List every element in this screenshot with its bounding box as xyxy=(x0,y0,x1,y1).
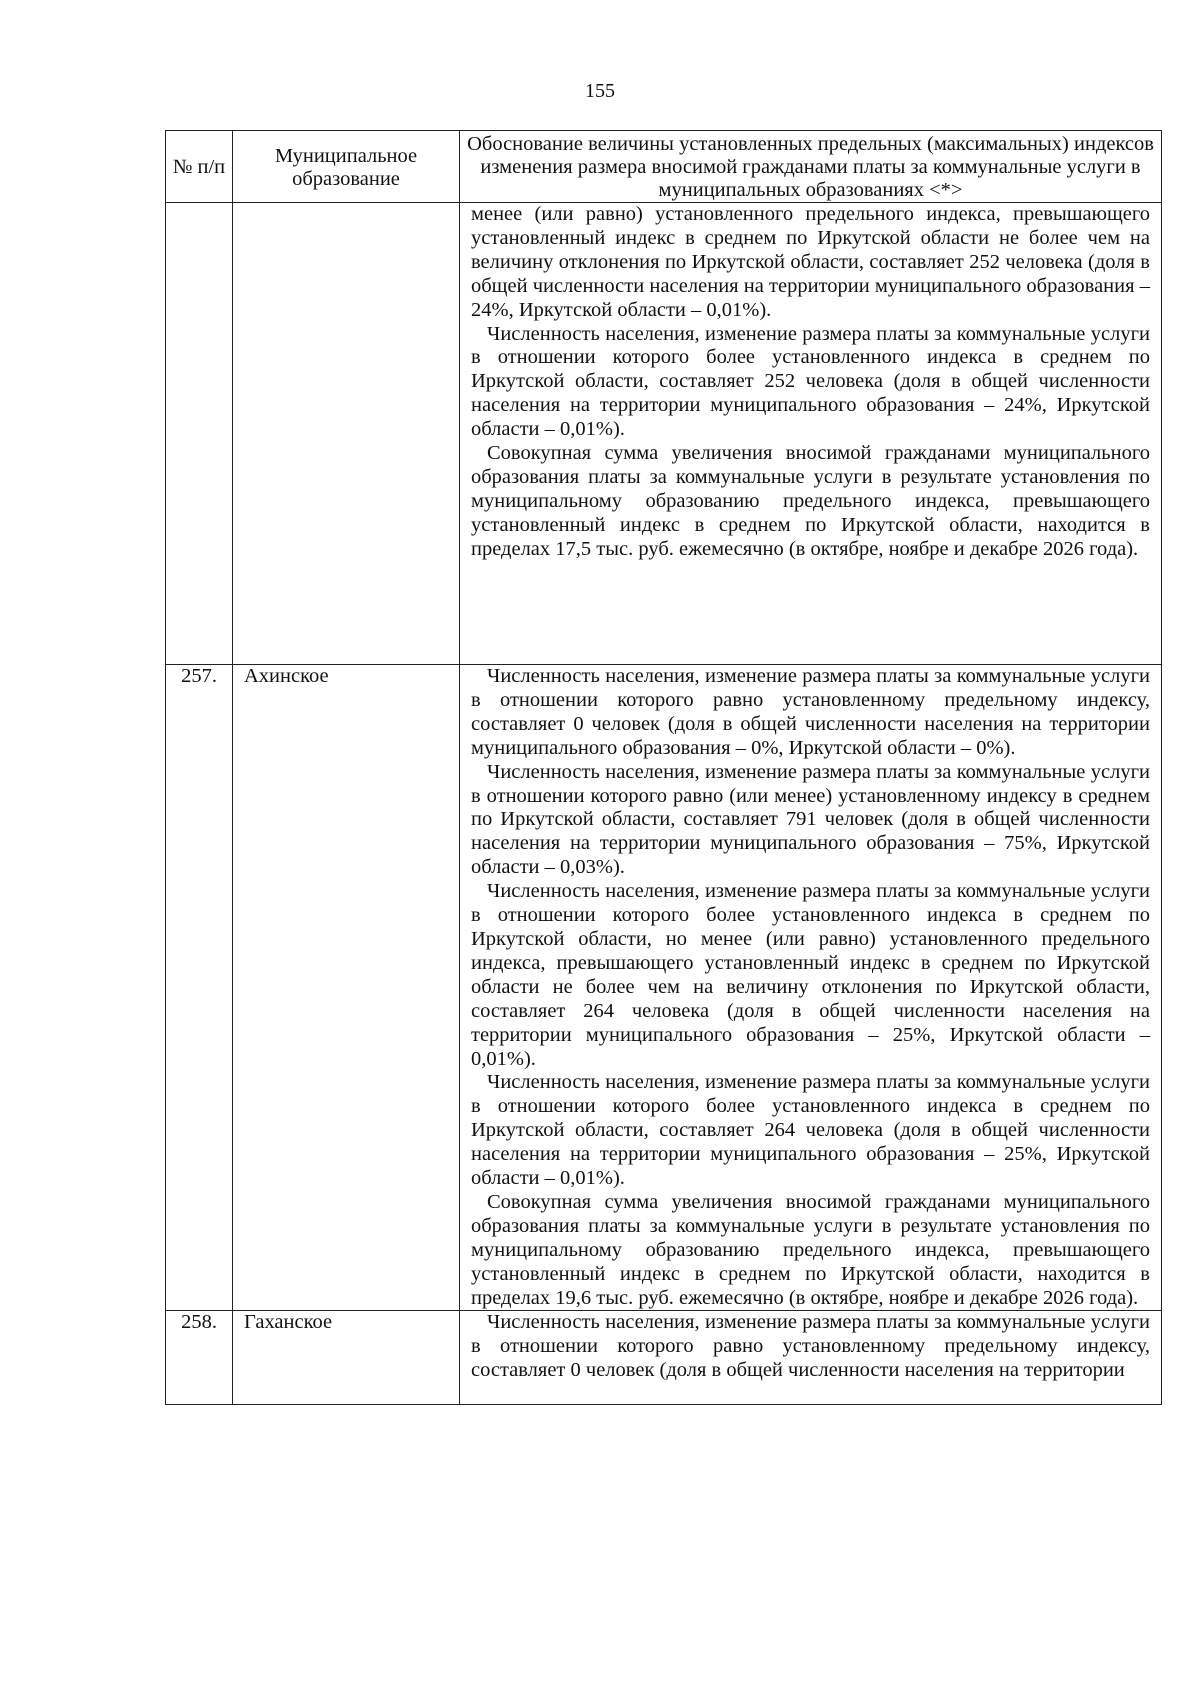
table-row-continuation xyxy=(166,203,1162,665)
justification-paragraph: Численность населения, изменение размера платы за коммунальные услуги в отношении которого более установленного индекса в среднем по Иркутской области, но менее (или равно) установленного предельного индекса, превышающего установленный индекс в среднем по Иркутской области не более чем на величину отклонения по Иркутской области, составляет 264 человека (доля в общей численности населения на территории муниципального образования – 25%, Иркутской области – 0,01%). xyxy=(471,880,1150,1070)
continuation-name-cell xyxy=(233,203,460,665)
header-justification: Обоснование величины установленных предельных (максимальных) индексов изменения размера вносимой гражданами платы за коммунальные услуги в муниципальных образованиях <*> xyxy=(460,131,1162,203)
table-row xyxy=(166,665,1162,1311)
continuation-justification-cell xyxy=(460,203,1162,665)
continuation-number-cell xyxy=(166,203,233,665)
justification-paragraph: Численность населения, изменение размера платы за коммунальные услуги в отношении которого равно установленному предельному индексу, составляет 0 человек (доля в общей численности населения на территории муниципального образования – 0%, Иркутской области – 0%). xyxy=(471,665,1150,759)
row-number: 257. xyxy=(166,665,233,1311)
justification-paragraph: Численность населения, изменение размера платы за коммунальные услуги в отношении которого равно установленному предельному индексу, составляет 0 человек (доля в общей численности населения на территории xyxy=(471,1311,1150,1382)
justification-paragraph: менее (или равно) установленного предельного индекса, превышающего установленный индекс в среднем по Иркутской области не более чем на величину отклонения по Иркутской области, составляет 252 человека (доля в общей численности населения на территории муниципального образования – 24%, Иркутской области – 0,01%). xyxy=(471,203,1150,321)
row-number: 258. xyxy=(166,1311,233,1405)
header-municipality: Муниципальное образование xyxy=(233,131,460,203)
table-row xyxy=(166,1311,1162,1405)
justification-clip xyxy=(471,1311,1150,1404)
municipality-name: Гаханское xyxy=(233,1311,460,1405)
header-number: № п/п xyxy=(166,131,233,203)
justification-paragraph: Совокупная сумма увеличения вносимой гражданами муниципального образования платы за коммунальные услуги в результате установления по муниципальному образованию предельного индекса, превышающего установленный индекс в среднем по Иркутской области, находится в пределах 19,6 тыс. руб. ежемесячно (в октябре, ноябре и декабре 2026 года). xyxy=(471,1190,1150,1309)
justification-paragraph: Численность населения, изменение размера платы за коммунальные услуги в отношении которого более установленного индекса в среднем по Иркутской области, составляет 252 человека (доля в общей численности населения на территории муниципального образования – 24%, Иркутской области – 0,01%). xyxy=(471,322,1150,441)
justification-paragraph: Численность населения, изменение размера платы за коммунальные услуги в отношении которого равно (или менее) установленному индексу в среднем по Иркутской области, составляет 791 человек (доля в общей численности населения на территории муниципального образования – 75%, Иркутской области – 0,03%). xyxy=(471,760,1150,879)
justification-paragraph: Численность населения, изменение размера платы за коммунальные услуги в отношении которого более установленного индекса в среднем по Иркутской области, составляет 264 человека (доля в общей численности населения на территории муниципального образования – 25%, Иркутской области – 0,01%). xyxy=(471,1071,1150,1190)
page-number: 155 xyxy=(585,80,615,102)
table-header-row xyxy=(166,131,1162,203)
municipality-name: Ахинское xyxy=(233,665,460,1311)
justification-cell xyxy=(460,1311,1162,1405)
justification-table xyxy=(165,130,1162,1405)
justification-cell xyxy=(460,665,1162,1311)
justification-paragraph: Совокупная сумма увеличения вносимой гражданами муниципального образования платы за коммунальные услуги в результате установления по муниципальному образованию предельного индекса, превышающего установленный индекс в среднем по Иркутской области, находится в пределах 17,5 тыс. руб. ежемесячно (в октябре, ноябре и декабре 2026 года). xyxy=(471,442,1150,560)
